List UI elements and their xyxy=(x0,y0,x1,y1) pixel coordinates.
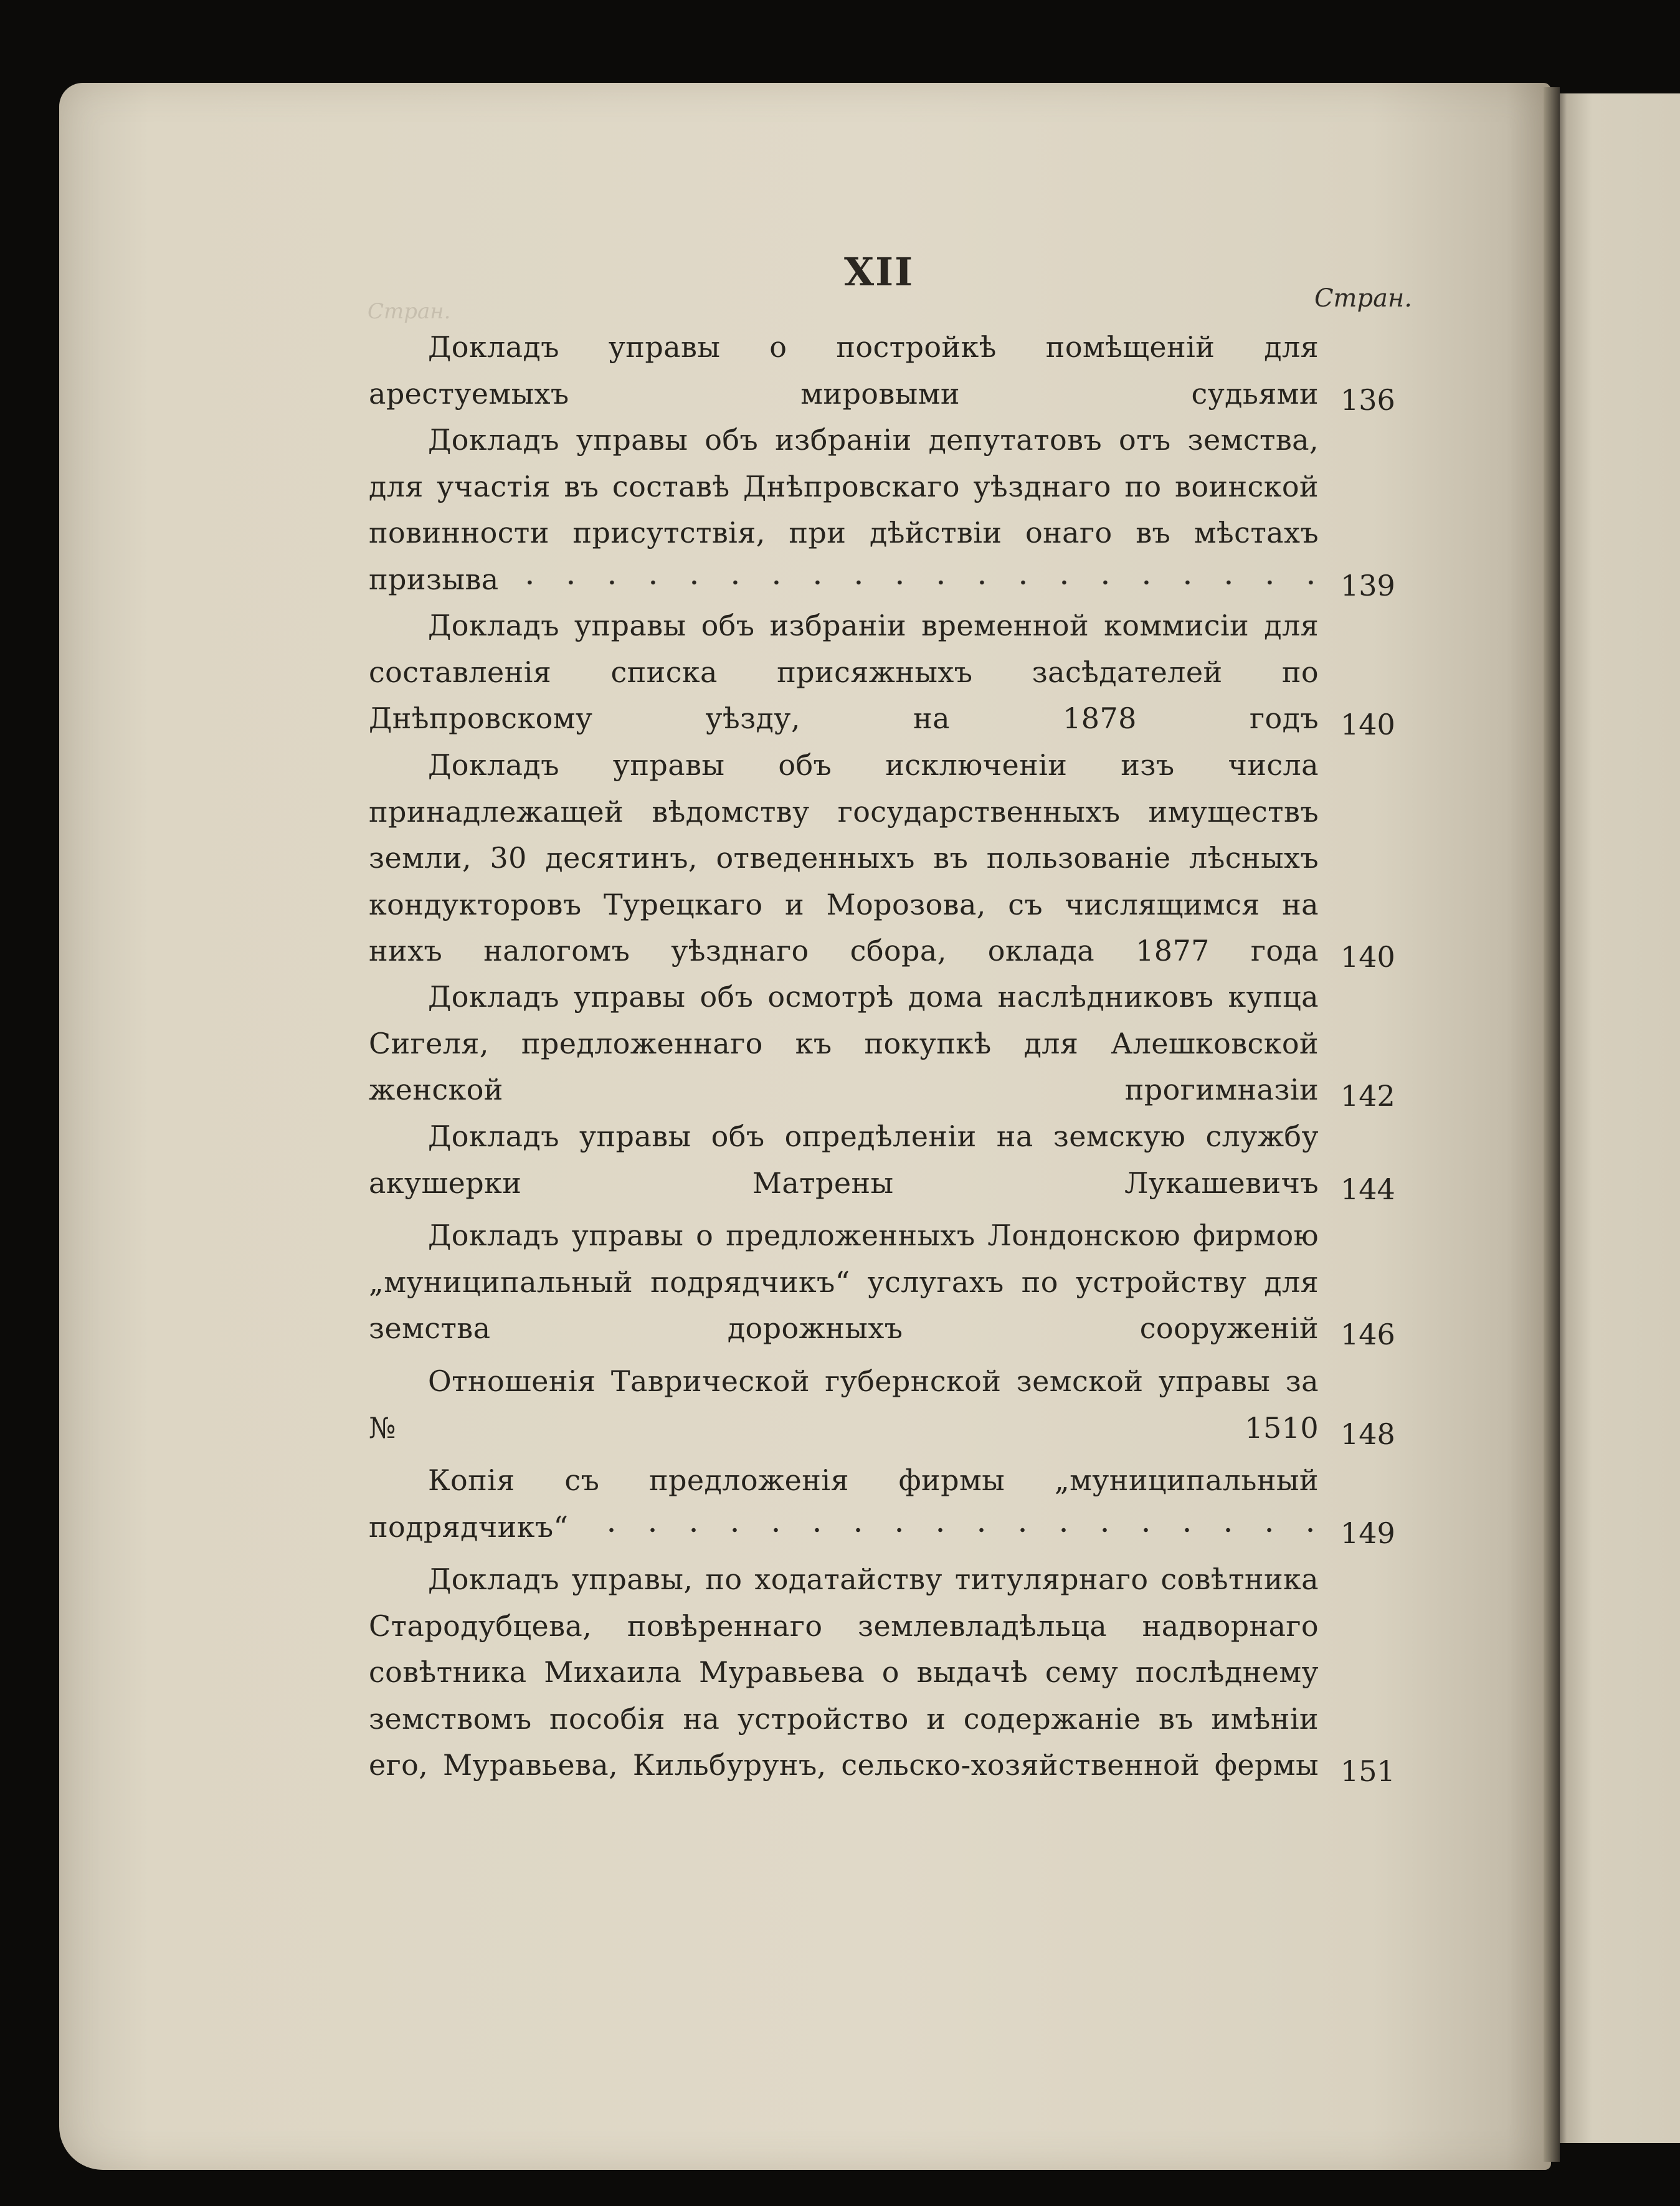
toc-entry xyxy=(369,602,1397,742)
toc-entry-title: Докладъ управы объ избраніи депутатовъ отъ земства, для участія въ составѣ Днѣпровскаго уѣзднаго по воинской повинности присутствія, при дѣйствіи онаго въ мѣстахъ призыва xyxy=(369,423,1319,596)
toc-entry-title: Отношенія Таврической губернской земской управы за № 1510 xyxy=(369,1364,1319,1445)
toc-entry-page: 146 xyxy=(1341,1318,1395,1351)
toc-entry-page: 140 xyxy=(1341,940,1395,974)
toc-entry-title: Докладъ управы объ избраніи временной коммисіи для составленія списка присяжныхъ засѣдателей по Днѣпровскому уѣзду, на 1878 годъ xyxy=(369,609,1319,735)
toc-entry xyxy=(369,1212,1397,1352)
toc-entry-page: 151 xyxy=(1341,1754,1395,1788)
book-gutter xyxy=(1544,87,1560,2162)
toc-entry xyxy=(369,1113,1397,1206)
table-of-contents xyxy=(369,324,1397,1835)
toc-entry xyxy=(369,1457,1397,1550)
toc-entry xyxy=(369,1358,1397,1451)
toc-entry-title: Докладъ управы о предложенныхъ Лондонскою фирмою „муниципальный подрядчикъ“ услугахъ по устройству для земства дорожныхъ сооруженій xyxy=(369,1219,1319,1345)
toc-entry xyxy=(369,742,1397,974)
toc-entry-title: Копія съ предложенія фирмы „муниципальный подрядчикъ“ xyxy=(369,1463,1319,1544)
toc-entry-page: 140 xyxy=(1341,708,1395,741)
toc-entry-title: Докладъ управы о постройкѣ помѣщеній для арестуемыхъ мировыми судьями xyxy=(369,330,1319,411)
bleed-through-text: Стран. xyxy=(368,299,451,324)
toc-entry-page: 149 xyxy=(1341,1516,1395,1550)
toc-entry-page: 142 xyxy=(1341,1079,1395,1113)
toc-entry-title: Докладъ управы объ исключеніи изъ числа принадлежащей вѣдомству государственныхъ имуществъ земли, 30 десятинъ, отведенныхъ въ пользованіе лѣсныхъ кондукторовъ Турецкаго и Морозова, съ числящимся на нихъ налогомъ уѣзднаго сбора, оклада 1877 года xyxy=(369,748,1319,968)
dot-leader xyxy=(587,1528,1331,1533)
toc-entry xyxy=(369,974,1397,1113)
toc-entry-title: Докладъ управы, по ходатайству титулярнаго совѣтника Стародубцева, повѣреннаго землевладѣльца надворнаго совѣтника Михаила Муравьева о выдачѣ сему послѣднему земствомъ пособія на устройство и содержаніе въ имѣніи его, Муравьева, Кильбурунъ, сельско-хозяйственной фермы xyxy=(369,1562,1319,1782)
adjacent-page xyxy=(1554,93,1680,2143)
dot-leader xyxy=(518,580,1331,585)
toc-entry-page: 136 xyxy=(1341,383,1395,417)
toc-entry xyxy=(369,1556,1397,1835)
toc-entry-page: 139 xyxy=(1341,568,1395,602)
toc-entry-page: 148 xyxy=(1341,1417,1395,1451)
toc-entry-title: Докладъ управы объ опредѣленіи на земскую службу акушерки Матрены Лукашевичъ xyxy=(369,1120,1319,1200)
toc-entry-title: Докладъ управы объ осмотрѣ дома наслѣдниковъ купца Сигеля, предложеннаго къ покупкѣ для Алешковской женской прогимназіи xyxy=(369,980,1319,1106)
page-header-number: XII xyxy=(844,249,914,295)
page-column-label: Стран. xyxy=(1314,284,1412,313)
toc-entry xyxy=(369,324,1397,417)
toc-entry-page: 144 xyxy=(1341,1172,1395,1206)
toc-entry xyxy=(369,417,1397,602)
